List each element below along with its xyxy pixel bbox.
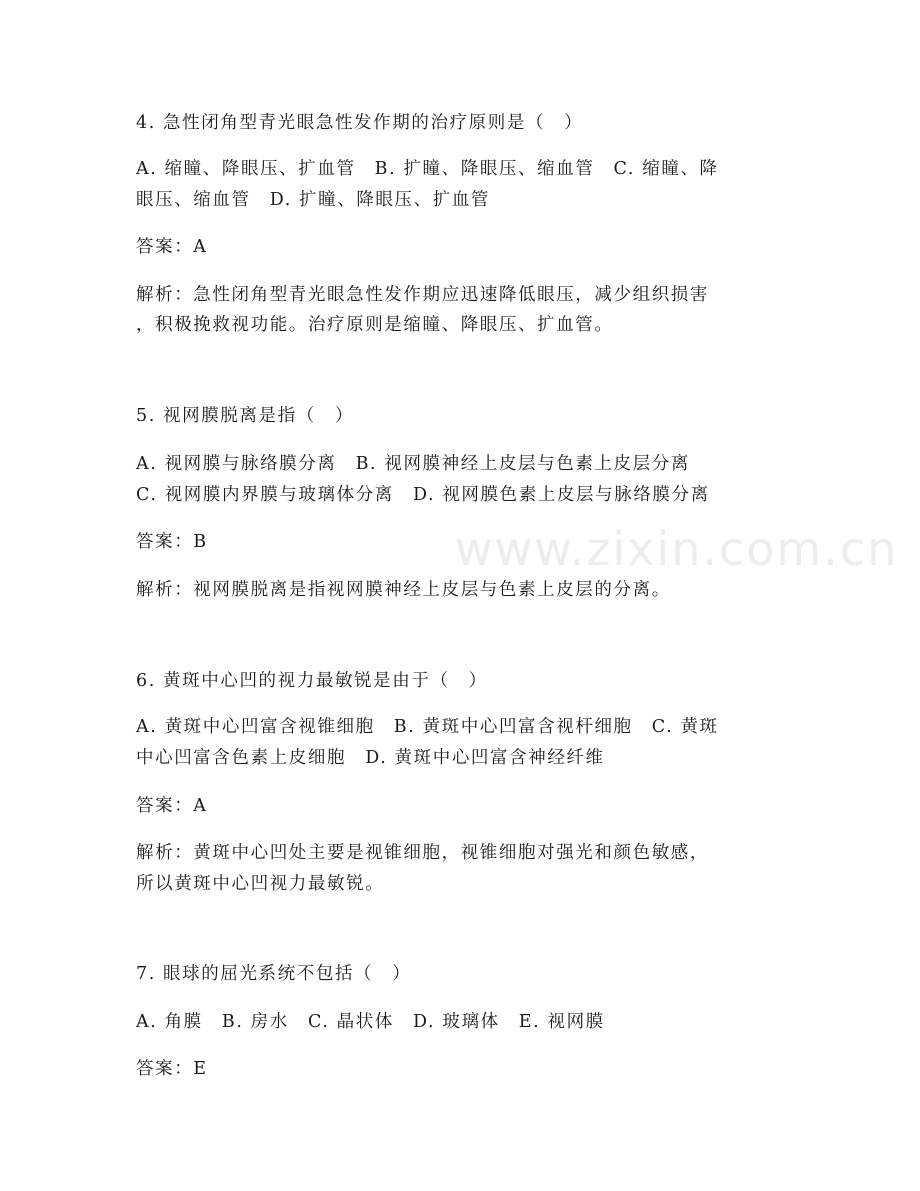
question-6-analysis-line-1: 解析：黄斑中心凹处主要是视锥细胞，视锥细胞对强光和颜色敏感， bbox=[136, 843, 709, 863]
question-5-answer: 答案：B bbox=[136, 532, 208, 552]
question-4-analysis-line-2: ，积极挽救视功能。治疗原则是缩瞳、降眼压、扩血管。 bbox=[136, 315, 614, 335]
question-4-options-line-2: 眼压、缩血管 D. 扩瞳、降眼压、扩血管 bbox=[136, 190, 491, 210]
watermark: www.zixin.com.cn bbox=[455, 522, 899, 576]
question-7-stem: 7. 眼球的屈光系统不包括（ ） bbox=[136, 964, 412, 984]
question-6-options-line-1: A. 黄斑中心凹富含视锥细胞 B. 黄斑中心凹富含视杆细胞 C. 黄斑 bbox=[136, 717, 719, 737]
question-7-answer: 答案：E bbox=[136, 1059, 208, 1079]
question-6-options-line-2: 中心凹富含色素上皮细胞 D. 黄斑中心凹富含神经纤维 bbox=[136, 748, 605, 768]
question-5-stem: 5. 视网膜脱离是指（ ） bbox=[136, 406, 355, 426]
question-6-answer: 答案：A bbox=[136, 796, 208, 816]
question-4-options-line-1: A. 缩瞳、降眼压、扩血管 B. 扩瞳、降眼压、缩血管 C. 缩瞳、降 bbox=[136, 159, 719, 179]
question-5-options-line-1: A. 视网膜与脉络膜分离 B. 视网膜神经上皮层与色素上皮层分离 bbox=[136, 454, 690, 474]
question-7-options-line-1: A. 角膜 B. 房水 C. 晶状体 D. 玻璃体 E. 视网膜 bbox=[136, 1012, 605, 1032]
question-4-stem: 4. 急性闭角型青光眼急性发作期的治疗原则是（ ） bbox=[136, 113, 584, 133]
question-6-stem: 6. 黄斑中心凹的视力最敏锐是由于（ ） bbox=[136, 671, 488, 691]
question-6-analysis-line-2: 所以黄斑中心凹视力最敏锐。 bbox=[136, 874, 385, 894]
question-4-analysis-line-1: 解析：急性闭角型青光眼急性发作期应迅速降低眼压，减少组织损害 bbox=[136, 285, 709, 305]
question-5-analysis-line-1: 解析：视网膜脱离是指视网膜神经上皮层与色素上皮层的分离。 bbox=[136, 580, 671, 600]
question-4-answer: 答案：A bbox=[136, 237, 208, 257]
question-5-options-line-2: C. 视网膜内界膜与玻璃体分离 D. 视网膜色素上皮层与脉络膜分离 bbox=[136, 485, 710, 505]
